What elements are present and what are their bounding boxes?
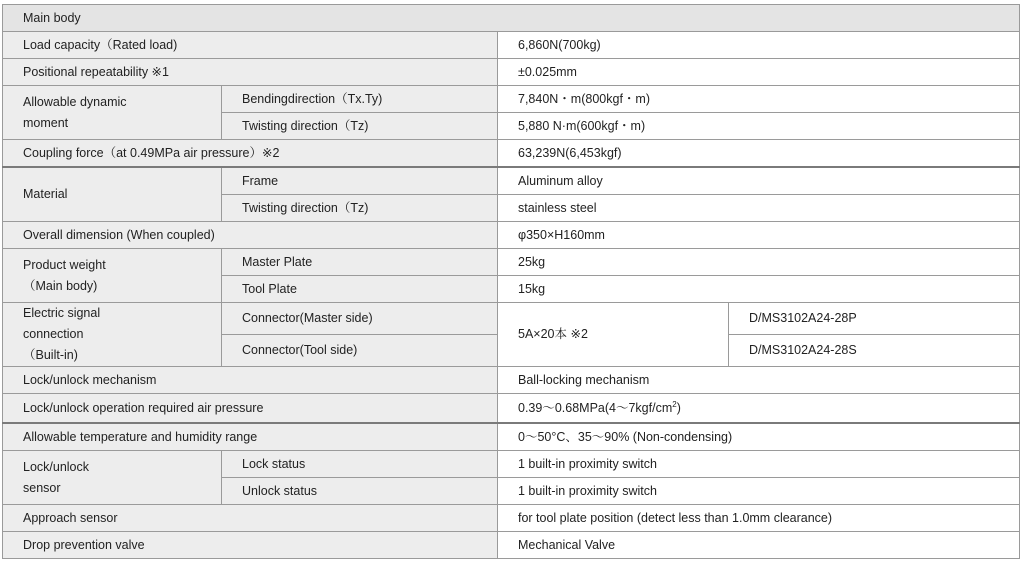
table-row: [3, 86, 1020, 113]
lock-mechanism-label: Lock/unlock mechanism: [3, 367, 498, 394]
tool-plate-value: 15kg: [498, 276, 1020, 303]
air-pressure-value-end: ): [676, 400, 681, 415]
electric-signal-label-line1: Electric signal: [23, 306, 101, 320]
bending-label: Bendingdirection（Tx.Ty): [222, 86, 498, 113]
drop-valve-label: Drop prevention valve: [3, 532, 498, 559]
air-pressure-label: Lock/unlock operation required air pressure: [3, 394, 498, 424]
twisting-moment-value: 5,880 N·m(600kgf・m): [498, 113, 1020, 140]
lock-status-value: 1 built-in proximity switch: [498, 451, 1020, 478]
drop-valve-value: Mechanical Valve: [498, 532, 1020, 559]
load-capacity-value: 6,860N(700kg): [498, 32, 1020, 59]
electric-signal-shared-value: 5A×20本 ※2: [498, 303, 729, 367]
table-row: [3, 451, 1020, 478]
overall-dimension-value: φ350×H160mm: [498, 222, 1020, 249]
product-weight-label: [3, 249, 222, 303]
lock-sensor-label-line1: Lock/unlock: [23, 459, 90, 474]
coupling-force-value: 63,239N(6,453kgf): [498, 140, 1020, 168]
frame-value: Aluminum alloy: [498, 167, 1020, 195]
table-row: [3, 167, 1020, 195]
table-row: [3, 303, 1020, 335]
table-row: [3, 249, 1020, 276]
overall-dimension-label: Overall dimension (When coupled): [3, 222, 498, 249]
table-row: [3, 367, 1020, 394]
table-row: [3, 532, 1020, 559]
spec-table: [2, 4, 1020, 559]
dynamic-moment-label-line2: moment: [23, 115, 69, 130]
lock-mechanism-value: Ball-locking mechanism: [498, 367, 1020, 394]
lock-sensor-label-line2: sensor: [23, 480, 61, 495]
electric-signal-label: [3, 303, 222, 367]
twisting-moment-label: Twisting direction（Tz): [222, 113, 498, 140]
repeatability-value: ±0.025mm: [498, 59, 1020, 86]
connector-master-value: D/MS3102A24-28P: [729, 303, 1020, 335]
dynamic-moment-label: [3, 86, 222, 140]
dynamic-moment-label-line1: Allowable dynamic: [23, 94, 127, 109]
section-title: Main body: [3, 5, 1020, 32]
approach-sensor-value: for tool plate position (detect less than 1.0mm clearance): [498, 505, 1020, 532]
unlock-status-value: 1 built-in proximity switch: [498, 478, 1020, 505]
temperature-label: Allowable temperature and humidity range: [3, 423, 498, 451]
electric-signal-label-line3: （Built-in): [23, 348, 78, 362]
material-label: Material: [3, 167, 222, 222]
unlock-status-label: Unlock status: [222, 478, 498, 505]
product-weight-label-line1: Product weight: [23, 257, 106, 272]
air-pressure-value: [498, 394, 1020, 424]
air-pressure-value-main: 0.39～0.68MPa(4～7kgf/cm: [518, 400, 673, 415]
table-row: [3, 59, 1020, 86]
master-plate-value: 25kg: [498, 249, 1020, 276]
tool-plate-label: Tool Plate: [222, 276, 498, 303]
repeatability-label: Positional repeatability ※1: [3, 59, 498, 86]
material-twisting-value: stainless steel: [498, 195, 1020, 222]
connector-tool-label: Connector(Tool side): [222, 335, 498, 367]
load-capacity-label: Load capacity（Rated load): [3, 32, 498, 59]
table-row: [3, 505, 1020, 532]
connector-tool-value: D/MS3102A24-28S: [729, 335, 1020, 367]
approach-sensor-label: Approach sensor: [3, 505, 498, 532]
spec-table-container: [2, 4, 1019, 559]
frame-label: Frame: [222, 167, 498, 195]
table-row: [3, 423, 1020, 451]
table-row: [3, 32, 1020, 59]
temperature-value: 0～50°C、35～90% (Non-condensing): [498, 423, 1020, 451]
table-row: [3, 394, 1020, 424]
table-row: [3, 222, 1020, 249]
bending-value: 7,840N・m(800kgf・m): [498, 86, 1020, 113]
coupling-force-label: Coupling force（at 0.49MPa air pressure）※2: [3, 140, 498, 168]
connector-master-label: Connector(Master side): [222, 303, 498, 335]
product-weight-label-line2: （Main body): [23, 278, 98, 293]
lock-status-label: Lock status: [222, 451, 498, 478]
table-row: [3, 140, 1020, 168]
lock-sensor-label: [3, 451, 222, 505]
air-pressure-value-sup: 2: [672, 399, 677, 409]
material-twisting-label: Twisting direction（Tz): [222, 195, 498, 222]
electric-signal-label-line2: connection: [23, 327, 84, 341]
master-plate-label: Master Plate: [222, 249, 498, 276]
